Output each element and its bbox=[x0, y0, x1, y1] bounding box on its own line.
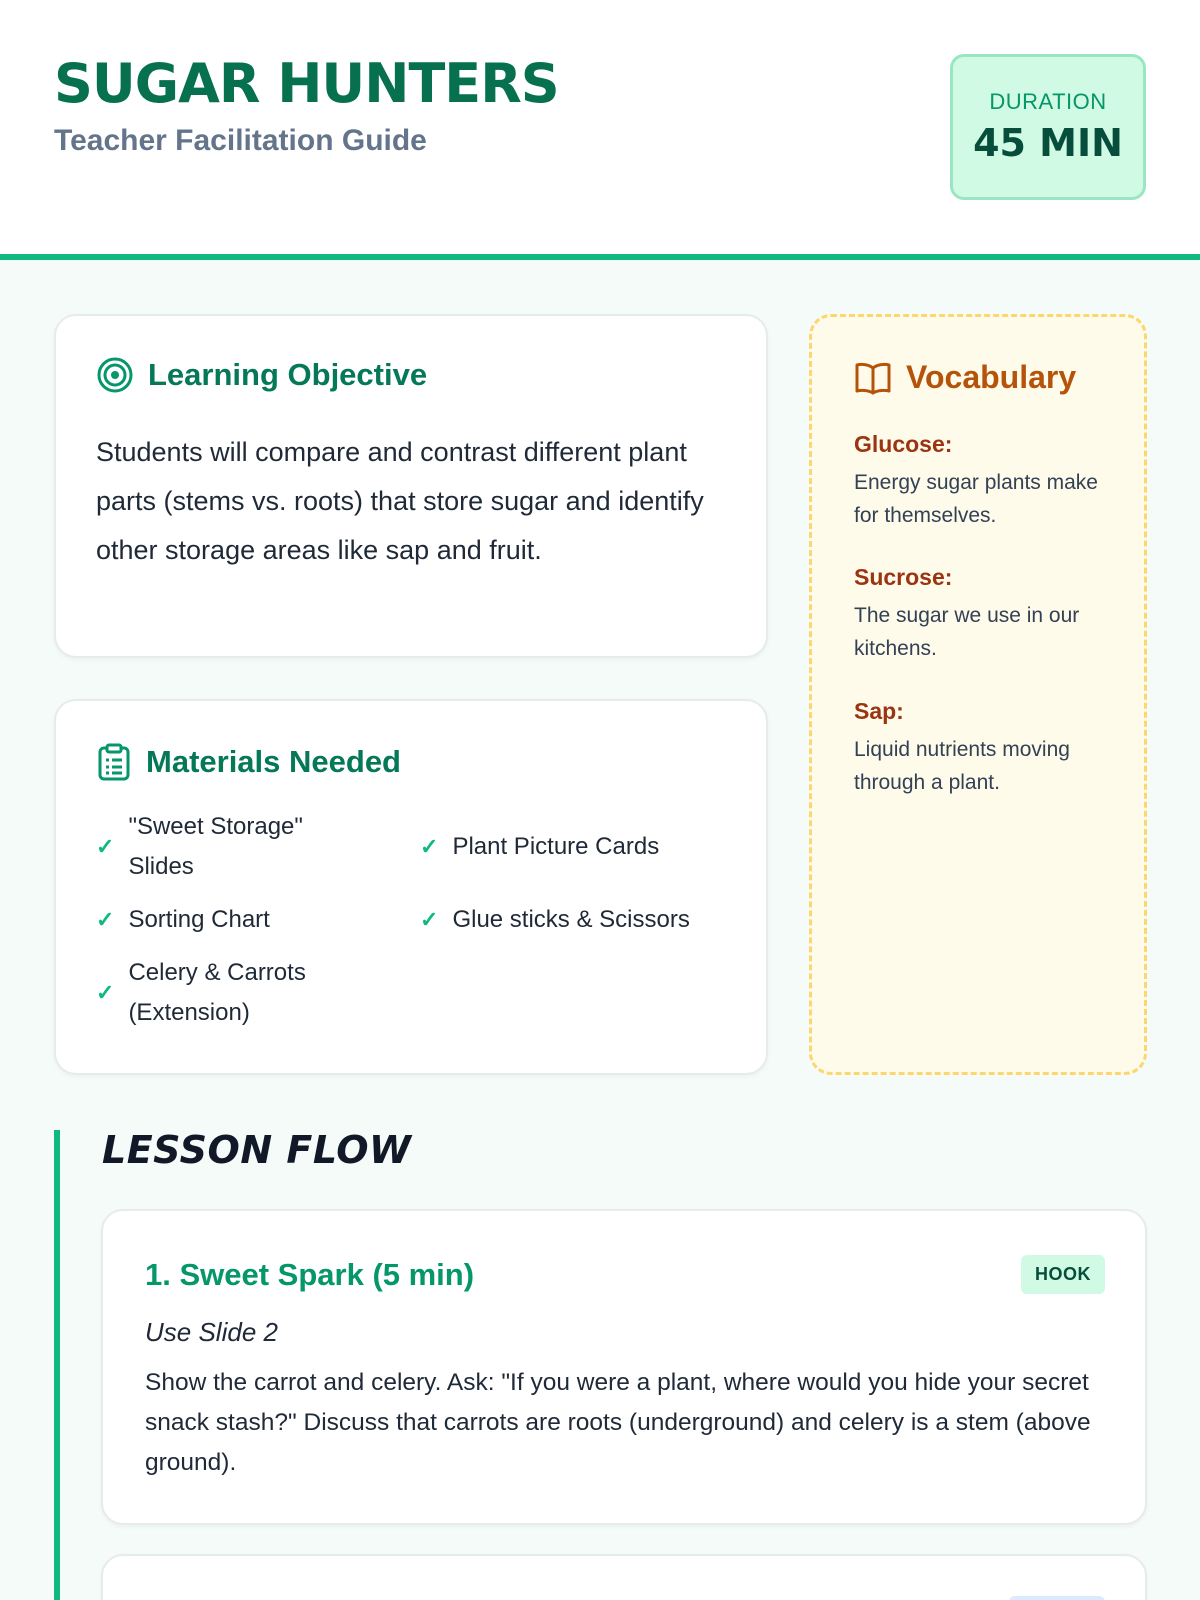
check-icon: ✓ bbox=[96, 834, 115, 859]
vocabulary-term bbox=[854, 698, 1124, 799]
page-subtitle: Teacher Facilitation Guide bbox=[54, 124, 427, 157]
check-icon: ✓ bbox=[420, 834, 439, 859]
learning-objective-header bbox=[96, 356, 427, 394]
material-item-label: Plant Picture Cards bbox=[452, 833, 660, 860]
vocabulary-header bbox=[854, 359, 1076, 396]
material-item bbox=[96, 807, 346, 887]
step-badge: HOOK bbox=[1021, 1255, 1105, 1294]
material-item bbox=[420, 900, 750, 940]
material-item-label: Glue sticks & Scissors bbox=[452, 906, 690, 933]
clipboard-icon bbox=[96, 743, 132, 781]
material-item bbox=[420, 827, 740, 867]
learning-objective-card bbox=[54, 314, 768, 658]
term-definition: Energy sugar plants make for themselves. bbox=[854, 471, 1098, 527]
material-item-label: Sorting Chart bbox=[128, 906, 270, 933]
duration-label: DURATION bbox=[989, 89, 1107, 114]
lesson-step-card bbox=[101, 1554, 1147, 1600]
materials-header bbox=[96, 743, 401, 781]
lesson-flow-bar bbox=[54, 1130, 60, 1600]
learning-objective-title: Learning Objective bbox=[148, 357, 428, 392]
page-title: SUGAR HUNTERS bbox=[54, 52, 559, 115]
vocabulary-panel bbox=[809, 314, 1147, 1075]
page-header bbox=[0, 0, 1200, 260]
materials-card bbox=[54, 699, 768, 1075]
term-definition: Liquid nutrients moving through a plant. bbox=[854, 738, 1070, 794]
vocabulary-term bbox=[854, 431, 1124, 532]
step-description: Show the carrot and celery. Ask: "If you were a plant, where would you hide your secret snack stash?" Discuss that carrots are roots (underground) and celery is a stem (above ground). bbox=[145, 1369, 1091, 1476]
lesson-step-card bbox=[101, 1209, 1147, 1525]
material-item bbox=[96, 900, 396, 940]
term-name: Glucose: bbox=[854, 431, 953, 457]
duration-value: 45 MIN bbox=[973, 121, 1123, 165]
vocabulary-title: Vocabulary bbox=[906, 359, 1077, 395]
target-icon bbox=[96, 356, 134, 394]
material-item bbox=[96, 953, 356, 1033]
materials-title: Materials Needed bbox=[146, 744, 401, 779]
learning-objective-text: Students will compare and contrast different plant parts (stems vs. roots) that store sugar and identify other storage areas like sap and fruit. bbox=[96, 437, 704, 565]
material-item-label: "Sweet Storage" Slides bbox=[128, 813, 303, 880]
vocabulary-term bbox=[854, 564, 1124, 665]
check-icon: ✓ bbox=[96, 907, 115, 932]
term-definition: The sugar we use in our kitchens. bbox=[854, 604, 1080, 660]
lesson-flow-title: LESSON FLOW bbox=[102, 1128, 412, 1172]
term-name: Sucrose: bbox=[854, 564, 953, 590]
step-badge bbox=[1009, 1596, 1105, 1600]
term-name: Sap: bbox=[854, 698, 904, 724]
check-icon: ✓ bbox=[96, 980, 115, 1005]
check-icon: ✓ bbox=[420, 907, 439, 932]
step-subtitle: Use Slide 2 bbox=[145, 1317, 278, 1347]
step-title: 1. Sweet Spark (5 min) bbox=[145, 1257, 475, 1292]
duration-badge bbox=[950, 54, 1146, 200]
book-icon bbox=[854, 360, 892, 396]
material-item-label: Celery & Carrots (Extension) bbox=[128, 959, 306, 1026]
